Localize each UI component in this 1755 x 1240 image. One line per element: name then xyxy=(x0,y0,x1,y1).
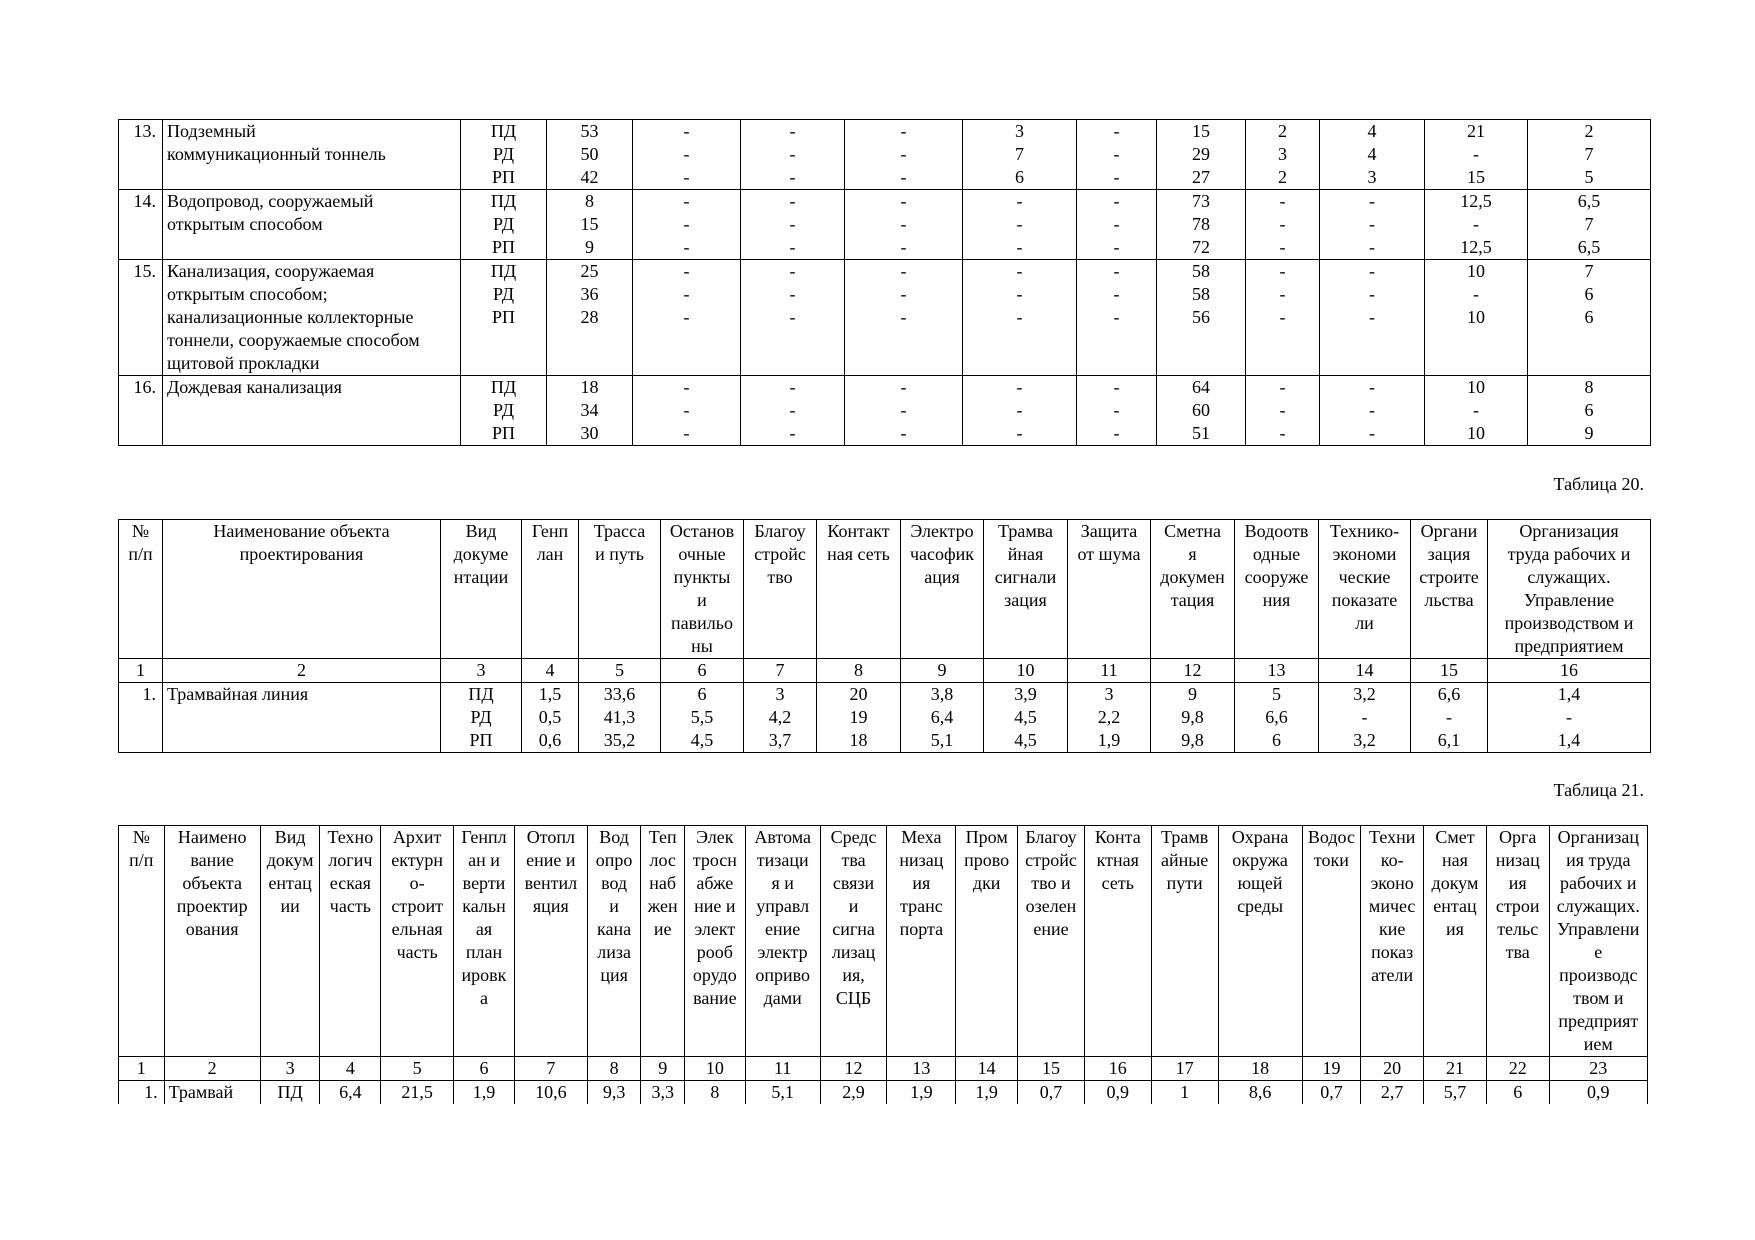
table-row xyxy=(119,376,1651,446)
value-cell: 25 36 28 xyxy=(547,260,633,376)
column-number: 3 xyxy=(260,1057,320,1081)
column-number: 11 xyxy=(745,1057,820,1081)
value-cell: 8 xyxy=(684,1081,745,1105)
column-number: 6 xyxy=(661,659,744,683)
object-name-cell: Трамвайная линия xyxy=(163,683,441,753)
value-cell: - - - xyxy=(633,190,741,260)
header-row xyxy=(119,520,1651,659)
column-header: Смет ная докум ентац ия xyxy=(1424,826,1487,1057)
table-row xyxy=(119,260,1651,376)
row-number-cell: 13. xyxy=(119,120,163,190)
column-number-row xyxy=(119,659,1651,683)
row-number-cell: 1. xyxy=(119,683,163,753)
value-cell: 6,5 7 6,5 xyxy=(1528,190,1651,260)
column-number: 5 xyxy=(579,659,661,683)
column-header: № п/п xyxy=(119,520,163,659)
table-row xyxy=(119,683,1651,753)
value-cell: - - - xyxy=(845,376,963,446)
column-number: 10 xyxy=(984,659,1068,683)
table-21-caption: Таблица 21. xyxy=(1553,780,1644,800)
value-cell: ПД РД РП xyxy=(461,376,547,446)
column-number: 4 xyxy=(522,659,579,683)
table-21-body xyxy=(119,826,1648,1105)
column-number: 9 xyxy=(641,1057,685,1081)
column-header: Трасса и путь xyxy=(579,520,661,659)
column-number: 8 xyxy=(587,1057,641,1081)
column-header: Пром прово дки xyxy=(956,826,1018,1057)
column-number: 7 xyxy=(744,659,817,683)
value-cell: 18 34 30 xyxy=(547,376,633,446)
value-cell: ПД РД РП xyxy=(461,120,547,190)
column-header: Контакт ная сеть xyxy=(817,520,901,659)
value-cell: - - - xyxy=(633,260,741,376)
column-header: Вид докуме нтации xyxy=(441,520,522,659)
column-header: Средс тва связи и сигна лизац ия, СЦБ xyxy=(820,826,887,1057)
value-cell: 6,6 - 6,1 xyxy=(1411,683,1488,753)
column-header: Архит ектурн о- строит ельная часть xyxy=(381,826,454,1057)
column-header: № п/п xyxy=(119,826,165,1057)
value-cell: - - - xyxy=(963,190,1077,260)
value-cell: - - - xyxy=(633,120,741,190)
value-cell: 12,5 - 12,5 xyxy=(1425,190,1528,260)
value-cell: 58 58 56 xyxy=(1157,260,1246,376)
value-cell: 1,9 xyxy=(956,1081,1018,1105)
value-cell: - - - xyxy=(1077,376,1157,446)
column-number: 19 xyxy=(1302,1057,1361,1081)
column-number: 17 xyxy=(1151,1057,1218,1081)
object-name-cell: Подземный коммуникационный тоннель xyxy=(163,120,461,190)
column-number: 13 xyxy=(887,1057,956,1081)
value-cell: 8 6 9 xyxy=(1528,376,1651,446)
column-number: 2 xyxy=(163,659,441,683)
value-cell: 1,5 0,5 0,6 xyxy=(522,683,579,753)
column-number: 15 xyxy=(1411,659,1488,683)
column-header: Наимено вание объекта проектир ования xyxy=(164,826,260,1057)
table-19-body xyxy=(119,120,1651,446)
value-cell: 1,9 xyxy=(454,1081,515,1105)
value-cell: - - - xyxy=(1246,190,1320,260)
value-cell: 20 19 18 xyxy=(817,683,901,753)
value-cell: 64 60 51 xyxy=(1157,376,1246,446)
column-number: 3 xyxy=(441,659,522,683)
value-cell: - - - xyxy=(845,190,963,260)
value-cell: 0,7 xyxy=(1018,1081,1085,1105)
value-cell: 3 4,2 3,7 xyxy=(744,683,817,753)
value-cell: 10 - 10 xyxy=(1425,260,1528,376)
value-cell: - - - xyxy=(633,376,741,446)
column-number: 12 xyxy=(1151,659,1235,683)
value-cell: 2,7 xyxy=(1361,1081,1424,1105)
object-name-cell: Водопровод, сооружаемый открытым способом xyxy=(163,190,461,260)
column-number: 14 xyxy=(1319,659,1411,683)
value-cell: 0,9 xyxy=(1084,1081,1151,1105)
column-number: 11 xyxy=(1068,659,1151,683)
column-header: Благоу стройс тво и озелен ение xyxy=(1018,826,1085,1057)
value-cell: - - - xyxy=(1246,260,1320,376)
column-header: Электро часофик ация xyxy=(901,520,984,659)
value-cell: 1,4 - 1,4 xyxy=(1488,683,1651,753)
column-header: Органи зация строите льства xyxy=(1411,520,1488,659)
value-cell: 3,8 6,4 5,1 xyxy=(901,683,984,753)
object-name-cell: Канализация, сооружаемая открытым способом; канализационные коллекторные тоннели, сооружаемые способом щитовой прокладки xyxy=(163,260,461,376)
value-cell: 10 - 10 xyxy=(1425,376,1528,446)
column-number: 18 xyxy=(1218,1057,1302,1081)
column-number: 15 xyxy=(1018,1057,1085,1081)
value-cell: Трамвай xyxy=(164,1081,260,1105)
table-20 xyxy=(118,519,1651,753)
column-header: Конта ктная сеть xyxy=(1084,826,1151,1057)
value-cell: 1 xyxy=(1151,1081,1218,1105)
value-cell: - - - xyxy=(1077,260,1157,376)
value-cell: 6,4 xyxy=(320,1081,381,1105)
value-cell: 21 - 15 xyxy=(1425,120,1528,190)
value-cell: 3,9 4,5 4,5 xyxy=(984,683,1068,753)
value-cell: 73 78 72 xyxy=(1157,190,1246,260)
value-cell: 8,6 xyxy=(1218,1081,1302,1105)
value-cell: ПД РД РП xyxy=(461,190,547,260)
value-cell: - - - xyxy=(845,260,963,376)
value-cell: 5,7 xyxy=(1424,1081,1487,1105)
column-header: Благоу стройс тво xyxy=(744,520,817,659)
value-cell: ПД РД РП xyxy=(461,260,547,376)
value-cell: 6 xyxy=(1486,1081,1549,1105)
column-number: 16 xyxy=(1084,1057,1151,1081)
value-cell: 10,6 xyxy=(514,1081,587,1105)
value-cell: 4 4 3 xyxy=(1320,120,1425,190)
column-header: Орга низац ия строи тельс тва xyxy=(1486,826,1549,1057)
column-header: Вод опро вод и кана лиза ция xyxy=(587,826,641,1057)
column-header: Генп лан xyxy=(522,520,579,659)
column-header: Организац ия труда рабочих и служащих. Управлени е производс твом и предприят ием xyxy=(1549,826,1647,1057)
value-cell: 3,3 xyxy=(641,1081,685,1105)
value-cell: - - - xyxy=(741,260,845,376)
value-cell: - - - xyxy=(1077,120,1157,190)
value-cell: 2 3 2 xyxy=(1246,120,1320,190)
column-number: 5 xyxy=(381,1057,454,1081)
value-cell: 21,5 xyxy=(381,1081,454,1105)
column-number-row xyxy=(119,1057,1648,1081)
column-header: Наименование объекта проектирования xyxy=(163,520,441,659)
row-number-cell: 14. xyxy=(119,190,163,260)
column-header: Водоотв одные сооруже ния xyxy=(1235,520,1319,659)
value-cell: 2,9 xyxy=(820,1081,887,1105)
value-cell: 3 2,2 1,9 xyxy=(1068,683,1151,753)
column-header: Технико- экономи ческие показате ли xyxy=(1319,520,1411,659)
value-cell: 0,9 xyxy=(1549,1081,1647,1105)
column-header: Элек тросн абже ние и элект рооб орудо вание xyxy=(684,826,745,1057)
column-header: Отопл ение и вентил яция xyxy=(514,826,587,1057)
value-cell: 6 5,5 4,5 xyxy=(661,683,744,753)
column-number: 9 xyxy=(901,659,984,683)
column-header: Трамв айные пути xyxy=(1151,826,1218,1057)
value-cell: - - - xyxy=(1320,376,1425,446)
column-number: 1 xyxy=(119,1057,165,1081)
value-cell: 1. xyxy=(119,1081,165,1105)
value-cell: 2 7 5 xyxy=(1528,120,1651,190)
value-cell: - - - xyxy=(741,190,845,260)
column-number: 13 xyxy=(1235,659,1319,683)
column-header: Меха низац ия транс порта xyxy=(887,826,956,1057)
object-name-cell: Дождевая канализация xyxy=(163,376,461,446)
value-cell: - - - xyxy=(741,120,845,190)
column-header: Автома тизаци я и управл ение электр оприво дами xyxy=(745,826,820,1057)
value-cell: 0,7 xyxy=(1302,1081,1361,1105)
value-cell: 15 29 27 xyxy=(1157,120,1246,190)
value-cell: - - - xyxy=(963,376,1077,446)
column-number: 6 xyxy=(454,1057,515,1081)
table-21 xyxy=(118,825,1648,1104)
column-header: Техни ко- эконо мичес кие показ атели xyxy=(1361,826,1424,1057)
column-header: Водос токи xyxy=(1302,826,1361,1057)
value-cell: 7 6 6 xyxy=(1528,260,1651,376)
column-header: Вид докум ентац ии xyxy=(260,826,320,1057)
value-cell: - - - xyxy=(1077,190,1157,260)
column-number: 10 xyxy=(684,1057,745,1081)
value-cell: ПД xyxy=(260,1081,320,1105)
table-row xyxy=(119,1081,1648,1105)
column-header: Охрана окружа ющей среды xyxy=(1218,826,1302,1057)
table-row xyxy=(119,120,1651,190)
column-number: 12 xyxy=(820,1057,887,1081)
table-20-body xyxy=(119,520,1651,753)
value-cell: - - - xyxy=(845,120,963,190)
value-cell: 3,2 - 3,2 xyxy=(1319,683,1411,753)
column-header: Техно логич еская часть xyxy=(320,826,381,1057)
column-header: Трамва йная сигнали зация xyxy=(984,520,1068,659)
column-number: 1 xyxy=(119,659,163,683)
column-number: 22 xyxy=(1486,1057,1549,1081)
column-header: Организация труда рабочих и служащих. Управление производством и предприятием xyxy=(1488,520,1651,659)
column-number: 14 xyxy=(956,1057,1018,1081)
column-number: 21 xyxy=(1424,1057,1487,1081)
column-header: Останов очные пункты и павильо ны xyxy=(661,520,744,659)
value-cell: 3 7 6 xyxy=(963,120,1077,190)
header-row xyxy=(119,826,1648,1057)
column-number: 20 xyxy=(1361,1057,1424,1081)
column-number: 7 xyxy=(514,1057,587,1081)
row-number-cell: 15. xyxy=(119,260,163,376)
value-cell: 5 6,6 6 xyxy=(1235,683,1319,753)
table-19-continuation xyxy=(118,119,1651,446)
value-cell: - - - xyxy=(1320,190,1425,260)
column-header: Генпл ан и верти кальн ая план ировк а xyxy=(454,826,515,1057)
value-cell: - - - xyxy=(963,260,1077,376)
column-number: 2 xyxy=(164,1057,260,1081)
value-cell: 33,6 41,3 35,2 xyxy=(579,683,661,753)
table-row xyxy=(119,190,1651,260)
column-number: 8 xyxy=(817,659,901,683)
value-cell: 9,3 xyxy=(587,1081,641,1105)
table-20-caption: Таблица 20. xyxy=(1553,474,1644,494)
column-header: Защита от шума xyxy=(1068,520,1151,659)
value-cell: - - - xyxy=(741,376,845,446)
column-number: 4 xyxy=(320,1057,381,1081)
column-number: 16 xyxy=(1488,659,1651,683)
value-cell: - - - xyxy=(1246,376,1320,446)
column-header: Теп лос наб жен ие xyxy=(641,826,685,1057)
value-cell: ПД РД РП xyxy=(441,683,522,753)
value-cell: - - - xyxy=(1320,260,1425,376)
value-cell: 5,1 xyxy=(745,1081,820,1105)
row-number-cell: 16. xyxy=(119,376,163,446)
column-number: 23 xyxy=(1549,1057,1647,1081)
value-cell: 1,9 xyxy=(887,1081,956,1105)
value-cell: 9 9,8 9,8 xyxy=(1151,683,1235,753)
value-cell: 53 50 42 xyxy=(547,120,633,190)
value-cell: 8 15 9 xyxy=(547,190,633,260)
column-header: Сметна я докумен тация xyxy=(1151,520,1235,659)
